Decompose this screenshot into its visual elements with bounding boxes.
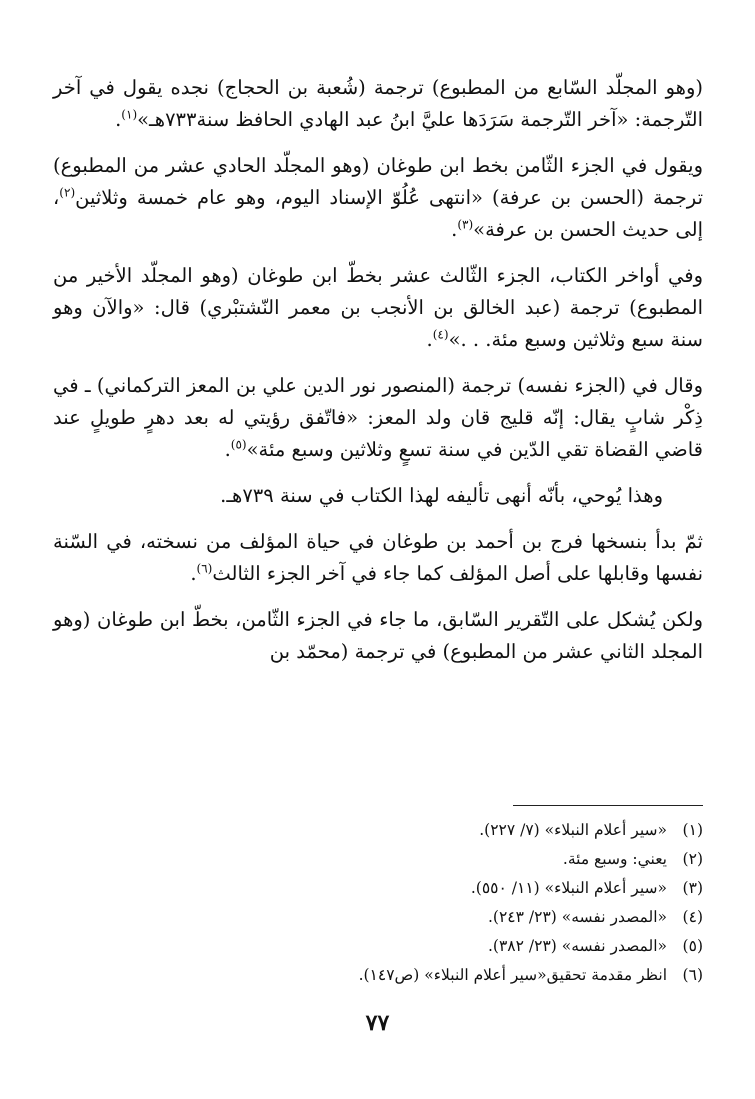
footnote-divider (513, 805, 703, 806)
footnote-item (53, 961, 703, 990)
paragraph-tail: . (426, 328, 433, 351)
paragraph-5 (53, 480, 703, 512)
paragraph-7 (53, 604, 703, 668)
footnote-number: (٥) (682, 937, 703, 955)
paragraph-middle: ، إلى حديث الحسن بن عرفة» (53, 186, 703, 241)
footnote-text: «سير أعلام النبلاء» (١١/ ٥٥٠). (470, 879, 667, 897)
paragraph-tail: . (451, 218, 458, 241)
footnote-ref-4[interactable]: (٤) (432, 327, 449, 342)
paragraph-tail: . (190, 562, 197, 585)
footnote-ref-5[interactable]: (٥) (230, 437, 247, 452)
paragraph-text: ثمّ بدأ بنسخها فرج بن أحمد بن طوغان في حياة المؤلف من نسخته، في السّنة نفسها وقابلها على أصل المؤلف كما جاء في آخر الجزء الثالث (53, 530, 703, 585)
paragraph-text: وفي أواخر الكتاب، الجزء الثّالث عشر بخطّ ابن طوغان (وهو المجلّد الأخير من المطبوع) ترجمة (عبد الخالق بن الأنجب بن معمر النّشتبْري) قال: «والآن وهو سنة سبع وثلاثين وسبع مئة. . .» (53, 264, 703, 351)
footnotes-list (53, 816, 703, 990)
footnote-number: (٤) (682, 908, 703, 926)
footnote-ref-1[interactable]: (١) (121, 107, 138, 122)
footnote-item (53, 903, 703, 932)
paragraph-text: ويقول في الجزء الثّامن بخط ابن طوغان (وهو المجلّد الحادي عشر من المطبوع) ترجمة (الحسن بن عرفة) «انتهى عُلُوّ الإسناد اليوم، وهو عام خمسة وثلاثين (53, 154, 703, 209)
footnote-number: (٢) (682, 850, 703, 868)
paragraph-4 (53, 370, 703, 466)
main-text (53, 72, 703, 668)
paragraph-3 (53, 260, 703, 356)
footnote-text: يعني: وسبع مئة. (562, 850, 667, 868)
footnote-number: (١) (682, 821, 703, 839)
paragraph-6 (53, 526, 703, 590)
paragraph-tail: . (115, 108, 122, 131)
footnote-ref-2[interactable]: (٢) (59, 185, 76, 200)
footnote-text: انظر مقدمة تحقيق«سير أعلام النبلاء» (ص١٤٧). (358, 966, 667, 984)
footnote-text: «المصدر نفسه» (٢٣/ ٢٤٣). (488, 908, 667, 926)
footnote-item (53, 874, 703, 903)
paragraph-1 (53, 72, 703, 136)
paragraph-text: وهذا يُوحي، بأنّه أنهى تأليفه لهذا الكتاب في سنة ٧٣٩هـ. (220, 484, 663, 507)
footnote-number: (٦) (682, 966, 703, 984)
footnote-item (53, 816, 703, 845)
paragraph-text: ولكن يُشكل على التّقرير السّابق، ما جاء في الجزء الثّامن، بخطّ ابن طوغان (وهو المجلد الثاني عشر من المطبوع) في ترجمة (محمّد بن (53, 608, 703, 663)
paragraph-tail: . (224, 438, 231, 461)
footnote-ref-3[interactable]: (٣) (457, 217, 474, 232)
paragraph-2 (53, 150, 703, 246)
footnote-text: «سير أعلام النبلاء» (٧/ ٢٢٧). (479, 821, 667, 839)
paragraph-text: وقال في (الجزء نفسه) ترجمة (المنصور نور الدين علي بن المعز التركماني) ـ في ذِكْر شابٍ يقال: إنّه قليج قان ولد المعز: «فاتّفق رؤيتي له بعد دهرٍ طويلٍ عند قاضي القضاة تقي الدّين في سنة تسعٍ وثلاثين وسبع مئة» (53, 374, 703, 461)
paragraph-text: (وهو المجلّد السّابع من المطبوع) ترجمة (شُعبة بن الحجاج) نجده يقول في آخر التّرجمة: «آخر التّرجمة سَرَدَها عليَّ ابنُ عبد الهادي الحافظ سنة٧٣٣هـ» (53, 76, 703, 131)
footnote-item (53, 845, 703, 874)
page-number: ٧٧ (365, 1010, 390, 1036)
footnote-item (53, 932, 703, 961)
footnote-number: (٣) (682, 879, 703, 897)
footnote-text: «المصدر نفسه» (٢٣/ ٣٨٢). (488, 937, 667, 955)
footnote-ref-6[interactable]: (٦) (196, 561, 213, 576)
